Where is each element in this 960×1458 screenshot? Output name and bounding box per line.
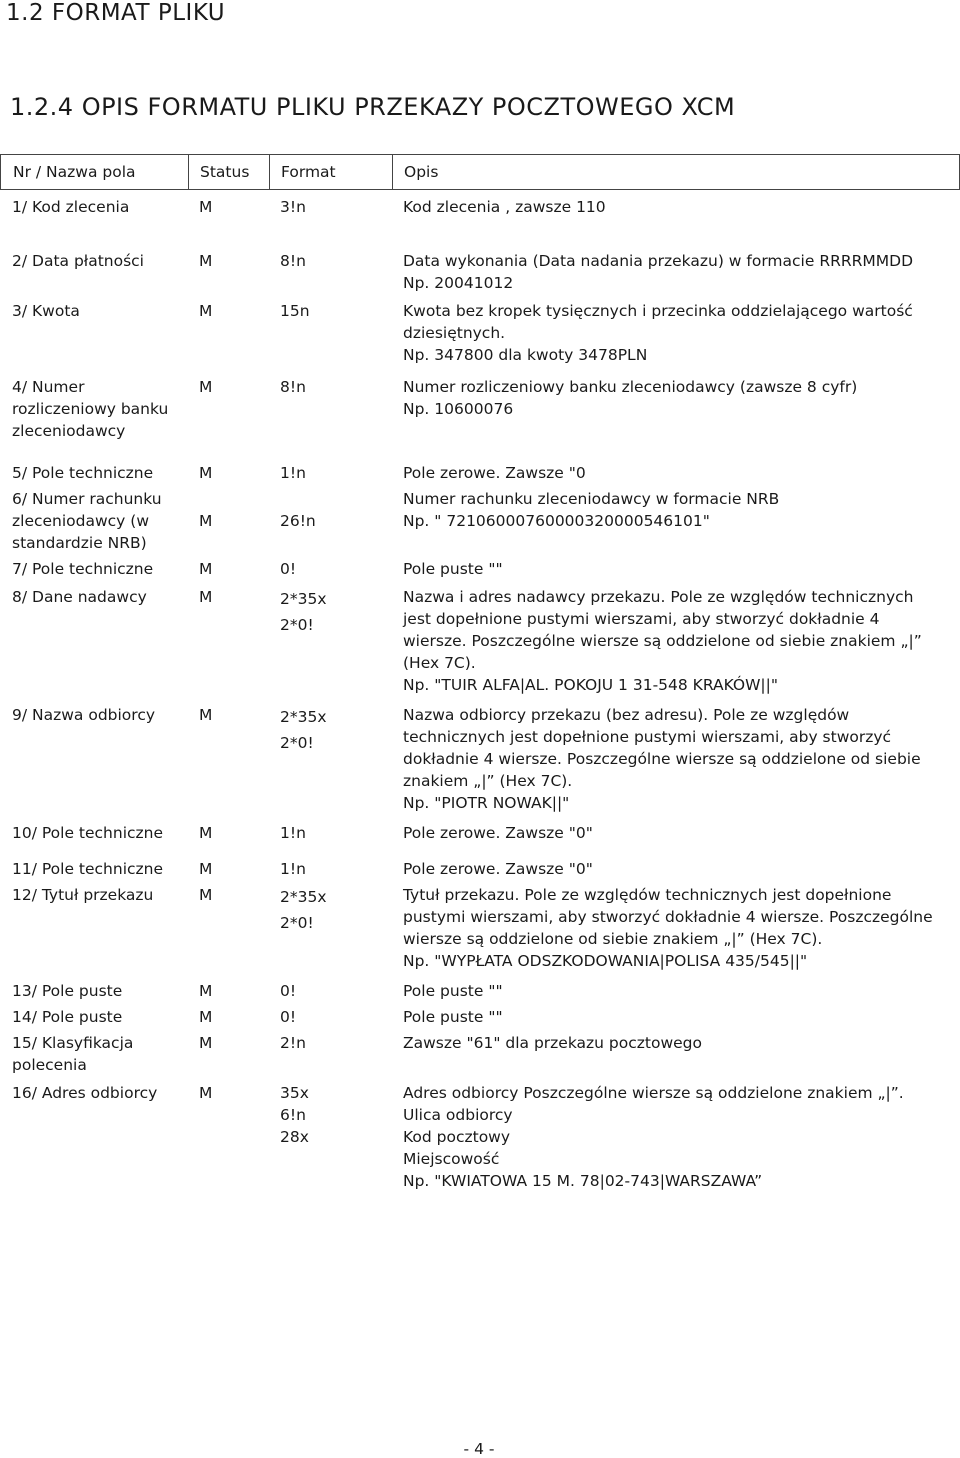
field-description-line: Nazwa odbiorcy przekazu (bez adresu). Pole ze względów <box>403 706 850 724</box>
field-format-line: 3!n <box>280 198 306 216</box>
field-name <box>12 196 129 218</box>
field-format <box>280 376 306 398</box>
field-format <box>280 558 296 580</box>
field-description-line: Data wykonania (Data nadania przekazu) w formacie RRRRMMDD <box>403 252 914 270</box>
field-name <box>12 586 147 608</box>
field-format-line: 8!n <box>280 252 306 270</box>
field-format-line: 8!n <box>280 378 306 396</box>
field-description <box>403 884 933 972</box>
field-name-line: 11/ Pole techniczne <box>12 860 164 878</box>
field-format-line: 6!n <box>280 1106 306 1124</box>
field-description-line: Np. 20041012 <box>403 274 514 292</box>
field-status-line: M <box>199 588 213 606</box>
field-status <box>199 196 212 218</box>
field-description <box>403 300 913 366</box>
field-description-line: znakiem „|” (Hex 7C). <box>403 772 573 790</box>
field-format <box>280 510 316 532</box>
field-name <box>12 858 163 880</box>
field-status <box>199 300 212 322</box>
field-name-line: zleceniodawcy (w <box>12 512 150 530</box>
field-description <box>403 196 606 218</box>
field-format-line: 2*0! <box>280 734 314 752</box>
field-description-line: (Hex 7C). <box>403 654 476 672</box>
field-description-line: Nazwa i adres nadawcy przekazu. Pole ze względów technicznych <box>403 588 914 606</box>
field-format <box>280 196 306 218</box>
field-status <box>199 586 212 608</box>
field-name-line: 4/ Numer <box>12 378 85 396</box>
field-status-line: M <box>199 860 213 878</box>
field-format-line: 2*0! <box>280 914 314 932</box>
field-description <box>403 980 503 1002</box>
field-description-line: Np. 10600076 <box>403 400 514 418</box>
field-name-line: 5/ Pole techniczne <box>12 464 154 482</box>
field-description-line: Np. "WYPŁATA ODSZKODOWANIA|POLISA 435/545||" <box>403 952 808 970</box>
field-description-line: Kod pocztowy <box>403 1128 511 1146</box>
field-name-line: 14/ Pole puste <box>12 1008 123 1026</box>
field-format <box>280 300 310 322</box>
header-description: Opis <box>404 163 439 181</box>
field-description-line: Numer rozliczeniowy banku zleceniodawcy (zawsze 8 cyfr) <box>403 378 858 396</box>
field-description-line: Ulica odbiorcy <box>403 1106 513 1124</box>
field-description <box>403 1032 702 1054</box>
field-status <box>199 704 212 726</box>
field-name-line: 7/ Pole techniczne <box>12 560 154 578</box>
field-status-line: M <box>199 1084 213 1102</box>
field-format <box>280 462 306 484</box>
field-description-line: Pole puste "" <box>403 560 503 578</box>
field-name <box>12 704 155 726</box>
field-description-line: Np. "PIOTR NOWAK||" <box>403 794 570 812</box>
field-status-line: M <box>199 198 213 216</box>
field-status-line: M <box>199 252 213 270</box>
section-heading: 1.2 FORMAT PLIKU <box>6 0 226 26</box>
field-format-line: 1!n <box>280 824 306 842</box>
field-format <box>280 1006 296 1028</box>
field-status-line: M <box>199 512 213 530</box>
field-name <box>12 558 153 580</box>
field-status-line: M <box>199 886 213 904</box>
field-status <box>199 1082 212 1104</box>
field-description-line: Adres odbiorcy Poszczególne wiersze są oddzielone znakiem „|”. <box>403 1084 904 1102</box>
header-status: Status <box>200 163 250 181</box>
field-description-line: Np. 347800 dla kwoty 3478PLN <box>403 346 648 364</box>
field-name <box>12 300 80 322</box>
field-name <box>12 462 153 484</box>
format-table <box>0 154 958 1250</box>
field-format <box>280 1082 309 1148</box>
field-description-line: wiersze są oddzielone od siebie znakiem „|” (Hex 7C). <box>403 930 823 948</box>
subsection-heading: 1.2.4 OPIS FORMATU PLIKU PRZEKAZY POCZTOWEGO XCM <box>10 93 736 121</box>
field-status-line: M <box>199 378 213 396</box>
field-name-line: 6/ Numer rachunku <box>12 490 162 508</box>
field-name-line: 13/ Pole puste <box>12 982 123 1000</box>
field-name <box>12 488 162 554</box>
field-description <box>403 1006 503 1028</box>
field-description <box>403 822 593 844</box>
field-format <box>280 704 327 756</box>
field-name <box>12 980 122 1002</box>
field-name-line: 12/ Tytuł przekazu <box>12 886 154 904</box>
field-format <box>280 250 306 272</box>
field-name-line: standardzie NRB) <box>12 534 147 552</box>
field-name <box>12 376 168 442</box>
field-status <box>199 822 212 844</box>
field-name-line: 3/ Kwota <box>12 302 80 320</box>
field-format <box>280 1032 306 1054</box>
field-name <box>12 1006 122 1028</box>
field-format-line: 0! <box>280 560 297 578</box>
field-format <box>280 858 306 880</box>
field-description-line: Zawsze "61" dla przekazu pocztowego <box>403 1034 702 1052</box>
field-format-line: 0! <box>280 1008 297 1026</box>
field-format-line: 1!n <box>280 860 306 878</box>
field-format-line: 2*0! <box>280 616 314 634</box>
page-number: - 4 - <box>463 1440 495 1458</box>
field-name <box>12 822 163 844</box>
field-description-line: Pole puste "" <box>403 1008 503 1026</box>
field-format-line: 15n <box>280 302 310 320</box>
field-description-line: Pole zerowe. Zawsze "0 <box>403 464 586 482</box>
field-description-line: Pole zerowe. Zawsze "0" <box>403 824 593 842</box>
field-format-line: 2!n <box>280 1034 306 1052</box>
field-description <box>403 376 857 420</box>
field-status <box>199 250 212 272</box>
field-name-line: 16/ Adres odbiorcy <box>12 1084 158 1102</box>
field-status-line: M <box>199 1034 213 1052</box>
field-name-line: zleceniodawcy <box>12 422 126 440</box>
field-format <box>280 822 306 844</box>
field-format-line: 26!n <box>280 512 316 530</box>
field-status <box>199 376 212 398</box>
field-status-line: M <box>199 302 213 320</box>
field-status <box>199 510 212 532</box>
field-description-line: Np. " 72106000760000320000546101" <box>403 512 710 530</box>
field-name <box>12 1082 157 1104</box>
field-description-line: Kod zlecenia , zawsze 110 <box>403 198 606 216</box>
field-name-line: polecenia <box>12 1056 87 1074</box>
field-format <box>280 980 296 1002</box>
field-description-line: Kwota bez kropek tysięcznych i przecinka oddzielającego wartość <box>403 302 913 320</box>
header-name: Nr / Nazwa pola <box>13 163 136 181</box>
field-format <box>280 586 327 638</box>
field-description-line: Pole zerowe. Zawsze "0" <box>403 860 593 878</box>
field-name-line: 2/ Data płatności <box>12 252 144 270</box>
field-description <box>403 586 922 696</box>
field-status <box>199 1006 212 1028</box>
field-description-line: Np. "KWIATOWA 15 M. 78|02-743|WARSZAWA” <box>403 1172 763 1190</box>
field-status-line: M <box>199 1008 213 1026</box>
field-format-line: 28x <box>280 1128 309 1146</box>
field-status-line: M <box>199 982 213 1000</box>
field-description <box>403 488 779 532</box>
field-status <box>199 980 212 1002</box>
field-name-line: 1/ Kod zlecenia <box>12 198 130 216</box>
field-description-line: Miejscowość <box>403 1150 500 1168</box>
field-format-line: 2*35x <box>280 590 327 608</box>
field-format-line: 1!n <box>280 464 306 482</box>
field-name-line: 15/ Klasyfikacja <box>12 1034 134 1052</box>
field-name-line: 10/ Pole techniczne <box>12 824 164 842</box>
field-name <box>12 1032 133 1076</box>
field-description-line: pustymi wierszami, aby stworzyć dokładnie 4 wiersze. Poszczególne <box>403 908 933 926</box>
field-description-line: wiersze. Poszczególne wiersze są oddzielone od siebie znakiem „|” <box>403 632 922 650</box>
field-status <box>199 1032 212 1054</box>
field-description-line: dziesiętnych. <box>403 324 506 342</box>
field-name-line: rozliczeniowy banku <box>12 400 169 418</box>
field-status <box>199 462 212 484</box>
field-description <box>403 250 913 294</box>
table-header-row <box>0 154 960 190</box>
field-format-line: 2*35x <box>280 888 327 906</box>
field-status-line: M <box>199 560 213 578</box>
field-status <box>199 884 212 906</box>
field-name-line: 8/ Dane nadawcy <box>12 588 147 606</box>
header-format: Format <box>281 163 336 181</box>
field-description-line: Numer rachunku zleceniodawcy w formacie NRB <box>403 490 780 508</box>
field-description-line: technicznych jest dopełnione pustymi wierszami, aby stworzyć <box>403 728 892 746</box>
field-name-line: 9/ Nazwa odbiorcy <box>12 706 156 724</box>
field-description <box>403 704 921 814</box>
field-format-line: 35x <box>280 1084 309 1102</box>
field-status <box>199 858 212 880</box>
field-status-line: M <box>199 464 213 482</box>
field-format <box>280 884 327 936</box>
field-name <box>12 884 153 906</box>
field-description <box>403 858 593 880</box>
field-status <box>199 558 212 580</box>
field-description-line: dokładnie 4 wiersze. Poszczególne wiersze są oddzielone od siebie <box>403 750 921 768</box>
field-format-line: 0! <box>280 982 297 1000</box>
field-description <box>403 1082 904 1192</box>
field-description-line: Np. "TUIR ALFA|AL. POKOJU 1 31-548 KRAKÓW||" <box>403 676 778 694</box>
field-description-line: jest dopełnione pustymi wierszami, aby stworzyć dokładnie 4 <box>403 610 880 628</box>
field-description <box>403 462 586 484</box>
field-format-line: 2*35x <box>280 708 327 726</box>
field-description-line: Pole puste "" <box>403 982 503 1000</box>
field-description <box>403 558 503 580</box>
field-name <box>12 250 144 272</box>
field-description-line: Tytuł przekazu. Pole ze względów technicznych jest dopełnione <box>403 886 892 904</box>
field-status-line: M <box>199 824 213 842</box>
field-status-line: M <box>199 706 213 724</box>
